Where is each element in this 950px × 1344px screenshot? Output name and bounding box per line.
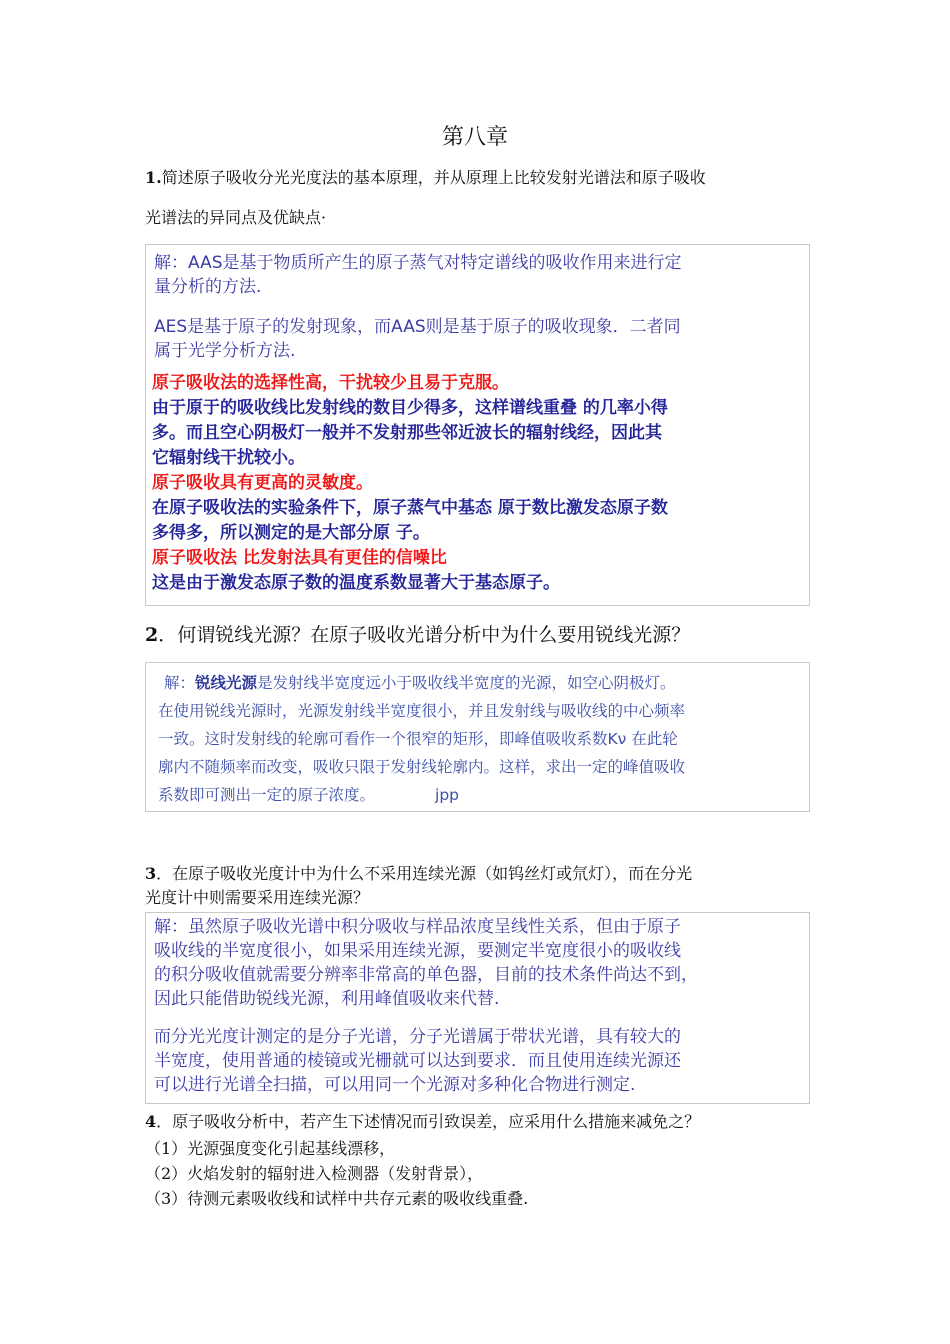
answer-line-bold: 由于原于的吸收线比发射线的数目少得多，这样谱线重叠 的几率小得 [152,398,668,418]
answer-line: 的积分吸收值就需要分辨率非常高的单色器，目前的技术条件尚达不到， [154,965,698,985]
answer-line: 属于光学分析方法. [154,341,296,361]
list-item: （3）待测元素吸收线和试样中共存元素的吸收线重叠. [145,1189,529,1208]
answer-highlight-red: 原子吸收法的选择性高，干扰较少且易于克服。 [152,373,509,393]
answer-text: 是发射线半宽度远小于吸收线半宽度的光源，如空心阴极灯。 [257,674,676,692]
term-highlight: 锐线光源 [195,674,258,692]
question-3-continued: 光度计中则需要采用连续光源？ [145,888,370,907]
answer-2-box [145,662,810,812]
answer-line-bold: 在原子吸收法的实验条件下，原子蒸气中基态 原于数比激发态原子数 [152,498,668,518]
answer-3-box [145,912,810,1104]
answer-line: 量分析的方法. [154,277,262,297]
answer-text: 系数即可测出一定的原子浓度。 [158,786,376,804]
answer-line: 解：AAS是基于物质所产生的原子蒸气对特定谱线的吸收作用来进行定 [154,253,682,273]
jpp-mark: jpp [435,786,459,804]
question-number: 2 [145,624,159,646]
answer-1-box [145,244,810,606]
answer-line: 吸收线的半宽度很小，如果采用连续光源，要测定半宽度很小的吸收线 [154,941,681,961]
question-text: ．在原子吸收光度计中为什么不采用连续光源（如钨丝灯或氘灯），而在分光 [156,864,693,883]
question-4 [145,1110,815,1134]
question-number: 3 [145,864,157,883]
question-2 [145,622,815,648]
answer-line-bold: 它辐射线干扰较小。 [152,448,305,468]
answer-line [158,781,809,809]
question-text: ．原子吸收分析中，若产生下述情况而引致误差，应采用什么措施来减免之？ [156,1112,701,1131]
answer-line: 一致。这时发射线的轮廓可看作一个很窄的矩形，即峰值吸收系数Kν 在此轮 [158,730,678,748]
question-text: 简述原子吸收分光光度法的基本原理，并从原理上比较发射光谱法和原子吸收 [161,168,706,187]
answer-line-bold: 多。而且空心阴极灯一般并不发射那些邻近波长的辐射线经，因此其 [152,423,662,443]
answer-line-bold: 多得多，所以测定的是大部分原 子。 [152,523,430,543]
question-text: ．何谓锐线光源？在原子吸收光谱分析中为什么要用锐线光源？ [158,624,691,646]
question-number: 1. [145,168,162,187]
page-title: 第八章 [441,125,508,150]
answer-line: 而分光光度计测定的是分子光谱，分子光谱属于带状光谱，具有较大的 [154,1027,681,1047]
answer-line: 解：虽然原子吸收光谱中积分吸收与样品浓度呈线性关系，但由于原子 [154,917,681,937]
answer-line-bold: 这是由于激发态原子数的温度系数显著大于基态原子。 [152,573,560,593]
question-1-continued: 光谱法的异同点及优缺点· [145,208,327,227]
answer-line: 廓内不随频率而改变，吸收只限于发射线轮廓内。这样，求出一定的峰值吸收 [158,758,686,776]
answer-line [158,669,809,697]
answer-line: 可以进行光谱全扫描，可以用同一个光源对多种化合物进行测定. [154,1075,636,1095]
answer-line: 半宽度，使用普通的棱镜或光栅就可以达到要求．而且使用连续光源还 [154,1051,681,1071]
answer-line: AES是基于原子的发射现象，而AAS则是基于原子的吸收现象．二者同 [154,317,681,337]
answer-line: 在使用锐线光源时，光源发射线半宽度很小，并且发射线与吸收线的中心频率 [158,702,686,720]
answer-highlight-red: 原子吸收具有更高的灵敏度。 [152,473,373,493]
answer-line: 因此只能借助锐线光源，利用峰值吸收来代替. [154,989,500,1009]
question-1 [145,168,815,188]
question-number: 4 [145,1112,157,1131]
answer-prefix: 解： [164,674,196,692]
answer-highlight-red: 原子吸收法 比发射法具有更佳的信噪比 [152,548,447,568]
list-item: （1）光源强度变化引起基线漂移， [145,1139,396,1158]
question-3 [145,862,815,886]
list-item: （2）火焰发射的辐射进入检测器（发射背景）， [145,1164,484,1183]
